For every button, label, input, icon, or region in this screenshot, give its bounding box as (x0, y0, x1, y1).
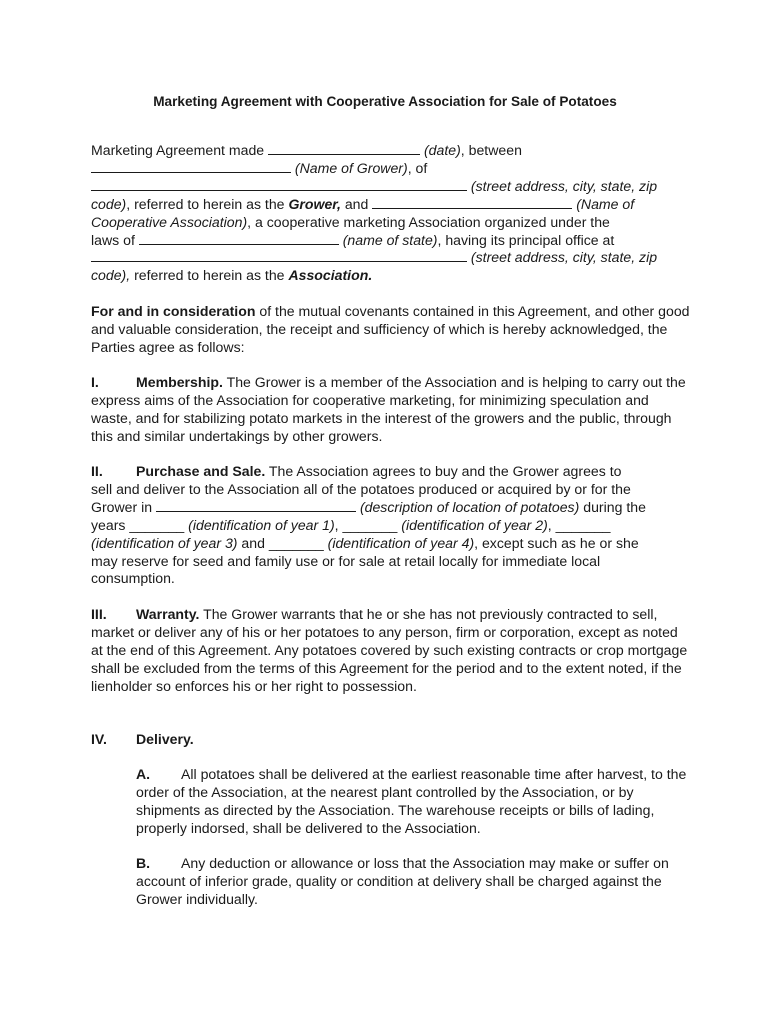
year-2-label: (identification of year 2) (401, 516, 548, 533)
consideration-paragraph (91, 303, 691, 357)
association-name-blank[interactable] (372, 196, 572, 209)
consideration-heading: For and in consideration (91, 303, 256, 319)
grower-name-blank[interactable] (91, 160, 291, 173)
intro-paragraph (91, 142, 691, 285)
subsection-b (136, 855, 696, 909)
section-number: IV. (91, 731, 107, 747)
grower-address-label: (street address, city, state, zip (470, 177, 658, 194)
section-text: , except such as he or she (474, 534, 639, 551)
section-text: sell and deliver to the Association all of the potatoes produced or acquired by or for the (91, 480, 631, 497)
document-title: Marketing Agreement with Cooperative Association for Sale of Potatoes (153, 94, 617, 109)
year-4-label: (identification of year 4) (327, 534, 475, 551)
grower-address-label-cont: code) (91, 195, 127, 212)
section-purchase-and-sale (91, 463, 691, 588)
section-number: I. (91, 374, 99, 390)
association-name-label-cont: Cooperative Association) (91, 213, 248, 230)
subsection-text: All potatoes shall be delivered at the earliest reasonable time after harvest, to the order of the Association, at the nearest plant controlled by the Association, or by shipments as directed by the Association. The warehouse receipts or bills of lading, properly indorsed, shall be delivered to the Association. (136, 766, 687, 836)
subsection-number: A. (136, 766, 151, 782)
section-number: II. (91, 463, 103, 479)
date-label: (date) (423, 142, 461, 158)
section-heading: Membership. (136, 374, 223, 390)
intro-text: , between (460, 142, 522, 158)
section-text: The Grower is a member of the Association and is helping to carry out the express aims of the Association for cooperative marketing, for minimizing speculation and waste, and for stabilizing potato markets in the interest of the growers and the public, through this and similar undertakings by other growers. (91, 374, 686, 444)
section-text: , _______ (547, 516, 611, 533)
section-number: III. (91, 606, 107, 622)
association-term: Association. (288, 267, 373, 284)
date-blank[interactable] (268, 142, 420, 155)
location-label: (description of location of potatoes) (359, 498, 580, 515)
association-address-label: (street address, city, state, zip (470, 249, 658, 266)
section-text: during the (579, 498, 646, 515)
intro-text: referred to herein as the (130, 267, 289, 284)
consideration-text: of the mutual covenants contained in this Agreement, and other good and valuable consideration, the receipt and sufficiency of which is hereby acknowledged, the Parties agree as follows: (91, 303, 690, 355)
intro-text: , referred to herein as the (126, 195, 289, 212)
section-membership (91, 374, 691, 446)
subsection-text: Any deduction or allowance or loss that the Association may make or suffer on account of inferior grade, quality or condition at delivery shall be charged against the Grower individually. (136, 855, 669, 907)
state-blank[interactable] (139, 232, 339, 245)
section-text: The Association agrees to buy and the Grower agrees to (265, 463, 622, 479)
intro-text: Marketing Agreement made (91, 142, 269, 158)
subsection-number: B. (136, 855, 151, 871)
intro-text: , of (407, 159, 428, 176)
state-label: (name of state) (342, 231, 438, 248)
section-text: and _______ (237, 534, 328, 551)
section-text: consumption. (91, 570, 175, 587)
year-3-label: (identification of year 3) (91, 534, 238, 551)
section-delivery (91, 731, 691, 749)
subsection-a (136, 766, 696, 838)
intro-text: laws of (91, 231, 139, 248)
section-text: The Grower warrants that he or she has not previously contracted to sell, market or deliver any of his or her potatoes to any person, firm or corporation, except as noted at the end of this Agreement. Any potatoes covered by such existing contracts or crop mortgage shall be excluded from the terms of this Agreement for the period and to the extent noted, if the lienholder so enforces his or her right to possession. (91, 606, 688, 694)
grower-term: Grower, (288, 195, 341, 212)
section-text: years _______ (91, 516, 189, 533)
section-heading: Purchase and Sale. (136, 463, 266, 479)
location-blank[interactable] (156, 499, 356, 512)
section-text: Grower in (91, 498, 157, 515)
intro-text: , having its principal office at (437, 231, 615, 248)
grower-address-blank[interactable] (91, 178, 467, 191)
section-text: may reserve for seed and family use or for sale at retail locally for immediate local (91, 552, 601, 569)
intro-text: and (340, 195, 373, 212)
section-heading: Delivery. (136, 731, 194, 747)
section-warranty (91, 606, 691, 696)
association-name-label: (Name of (576, 195, 635, 212)
year-1-label: (identification of year 1) (188, 516, 335, 533)
intro-text: , a cooperative marketing Association organized under the (247, 213, 610, 230)
section-heading: Warranty. (136, 606, 200, 622)
grower-name-label: (Name of Grower) (294, 159, 408, 176)
association-address-label-cont: code), (91, 267, 131, 284)
section-text: , _______ (334, 516, 402, 533)
association-address-blank[interactable] (91, 249, 467, 262)
